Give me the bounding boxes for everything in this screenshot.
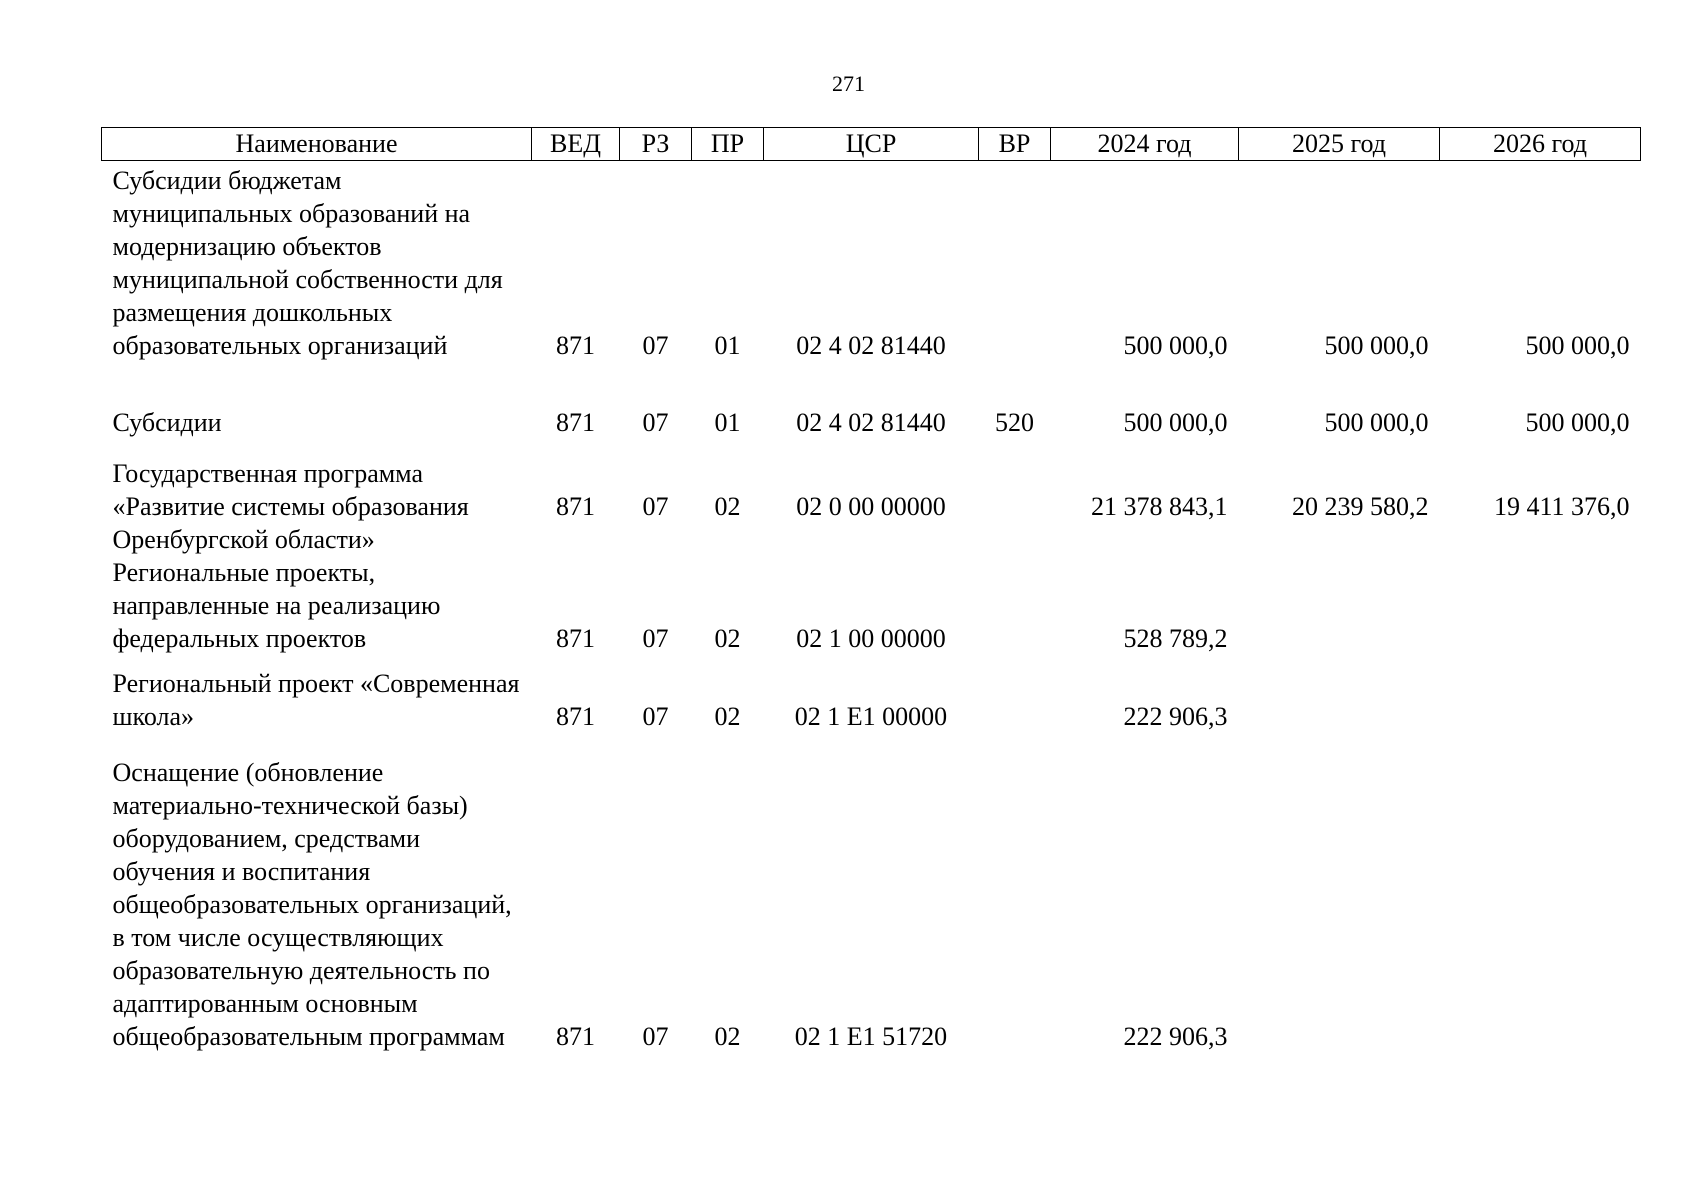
header-2026: 2026 год <box>1440 128 1641 161</box>
header-2025: 2025 год <box>1239 128 1440 161</box>
row-2025 <box>1239 655 1440 733</box>
row-pr: 02 <box>714 624 741 653</box>
row-rz: 07 <box>642 331 669 360</box>
table-row <box>102 655 1641 733</box>
row-2024: 222 906,3 <box>1123 1022 1228 1051</box>
row-2025: 500 000,0 <box>1324 331 1429 360</box>
row-rz: 07 <box>642 492 669 521</box>
row-2025: 20 239 580,2 <box>1292 492 1429 521</box>
row-name: Государственная программа «Развитие системы образования Оренбургской области» <box>112 459 469 554</box>
row-pr: 01 <box>714 331 741 360</box>
row-2025 <box>1239 733 1440 1053</box>
row-name: Субсидии бюджетам муниципальных образований на модернизацию объектов муниципальной собственности для размещения дошкольных образовательных организаций <box>112 166 503 360</box>
row-csr: 02 1 E1 00000 <box>794 702 948 731</box>
row-csr: 02 4 02 81440 <box>796 331 946 360</box>
row-2025: 500 000,0 <box>1324 408 1429 437</box>
row-2026: 19 411 376,0 <box>1493 492 1630 521</box>
row-vr <box>979 733 1051 1053</box>
row-rz: 07 <box>642 624 669 653</box>
header-name: Наименование <box>102 128 532 161</box>
row-2024: 222 906,3 <box>1123 702 1228 731</box>
header-ved: ВЕД <box>532 128 620 161</box>
table-row <box>102 733 1641 1053</box>
row-2024: 500 000,0 <box>1123 408 1228 437</box>
row-csr: 02 0 00 00000 <box>796 492 946 521</box>
row-2026: 500 000,0 <box>1525 331 1630 360</box>
row-name: Региональные проекты, направленные на реализацию федеральных проектов <box>112 558 441 653</box>
header-csr: ЦСР <box>764 128 979 161</box>
row-2026 <box>1440 733 1641 1053</box>
row-2026: 500 000,0 <box>1525 408 1630 437</box>
row-csr: 02 1 00 00000 <box>796 624 946 653</box>
row-rz: 07 <box>642 1022 669 1051</box>
table-row <box>102 556 1641 655</box>
row-rz: 07 <box>642 702 669 731</box>
row-vr: 520 <box>995 408 1034 437</box>
header-pr: ПР <box>692 128 764 161</box>
row-pr: 02 <box>714 1022 741 1051</box>
row-2025 <box>1239 556 1440 655</box>
row-vr <box>979 439 1051 556</box>
row-pr: 02 <box>714 702 741 731</box>
row-ved: 871 <box>556 331 595 360</box>
row-rz: 07 <box>642 408 669 437</box>
row-ved: 871 <box>556 492 595 521</box>
header-vr: ВР <box>979 128 1051 161</box>
row-ved: 871 <box>556 702 595 731</box>
row-ved: 871 <box>556 1022 595 1051</box>
row-csr: 02 4 02 81440 <box>796 408 946 437</box>
row-pr: 02 <box>714 492 741 521</box>
header-rz: РЗ <box>620 128 692 161</box>
row-vr <box>979 161 1051 363</box>
row-2024: 500 000,0 <box>1123 331 1228 360</box>
header-2024: 2024 год <box>1051 128 1239 161</box>
row-vr <box>979 655 1051 733</box>
budget-table <box>101 127 1641 1053</box>
page-number: 271 <box>832 71 865 96</box>
header-row <box>102 128 1641 161</box>
row-name: Региональный проект «Современная школа» <box>112 669 520 731</box>
row-name: Оснащение (обновление материально-технической базы) оборудованием, средствами обучения и воспитания общеобразовательных организаций, в том числе осуществляющих образовательную деятельность по адаптированным основным общеобразовательным программам <box>112 758 512 1051</box>
table-row <box>102 439 1641 556</box>
row-2024: 21 378 843,1 <box>1091 492 1228 521</box>
row-2026 <box>1440 655 1641 733</box>
table-row <box>102 161 1641 363</box>
row-2024: 528 789,2 <box>1123 624 1228 653</box>
row-vr <box>979 556 1051 655</box>
row-csr: 02 1 E1 51720 <box>794 1022 948 1051</box>
row-2026 <box>1440 556 1641 655</box>
row-ved: 871 <box>556 624 595 653</box>
row-ved: 871 <box>556 408 595 437</box>
table-row <box>102 362 1641 439</box>
row-name: Субсидии <box>112 408 222 437</box>
row-pr: 01 <box>714 408 741 437</box>
